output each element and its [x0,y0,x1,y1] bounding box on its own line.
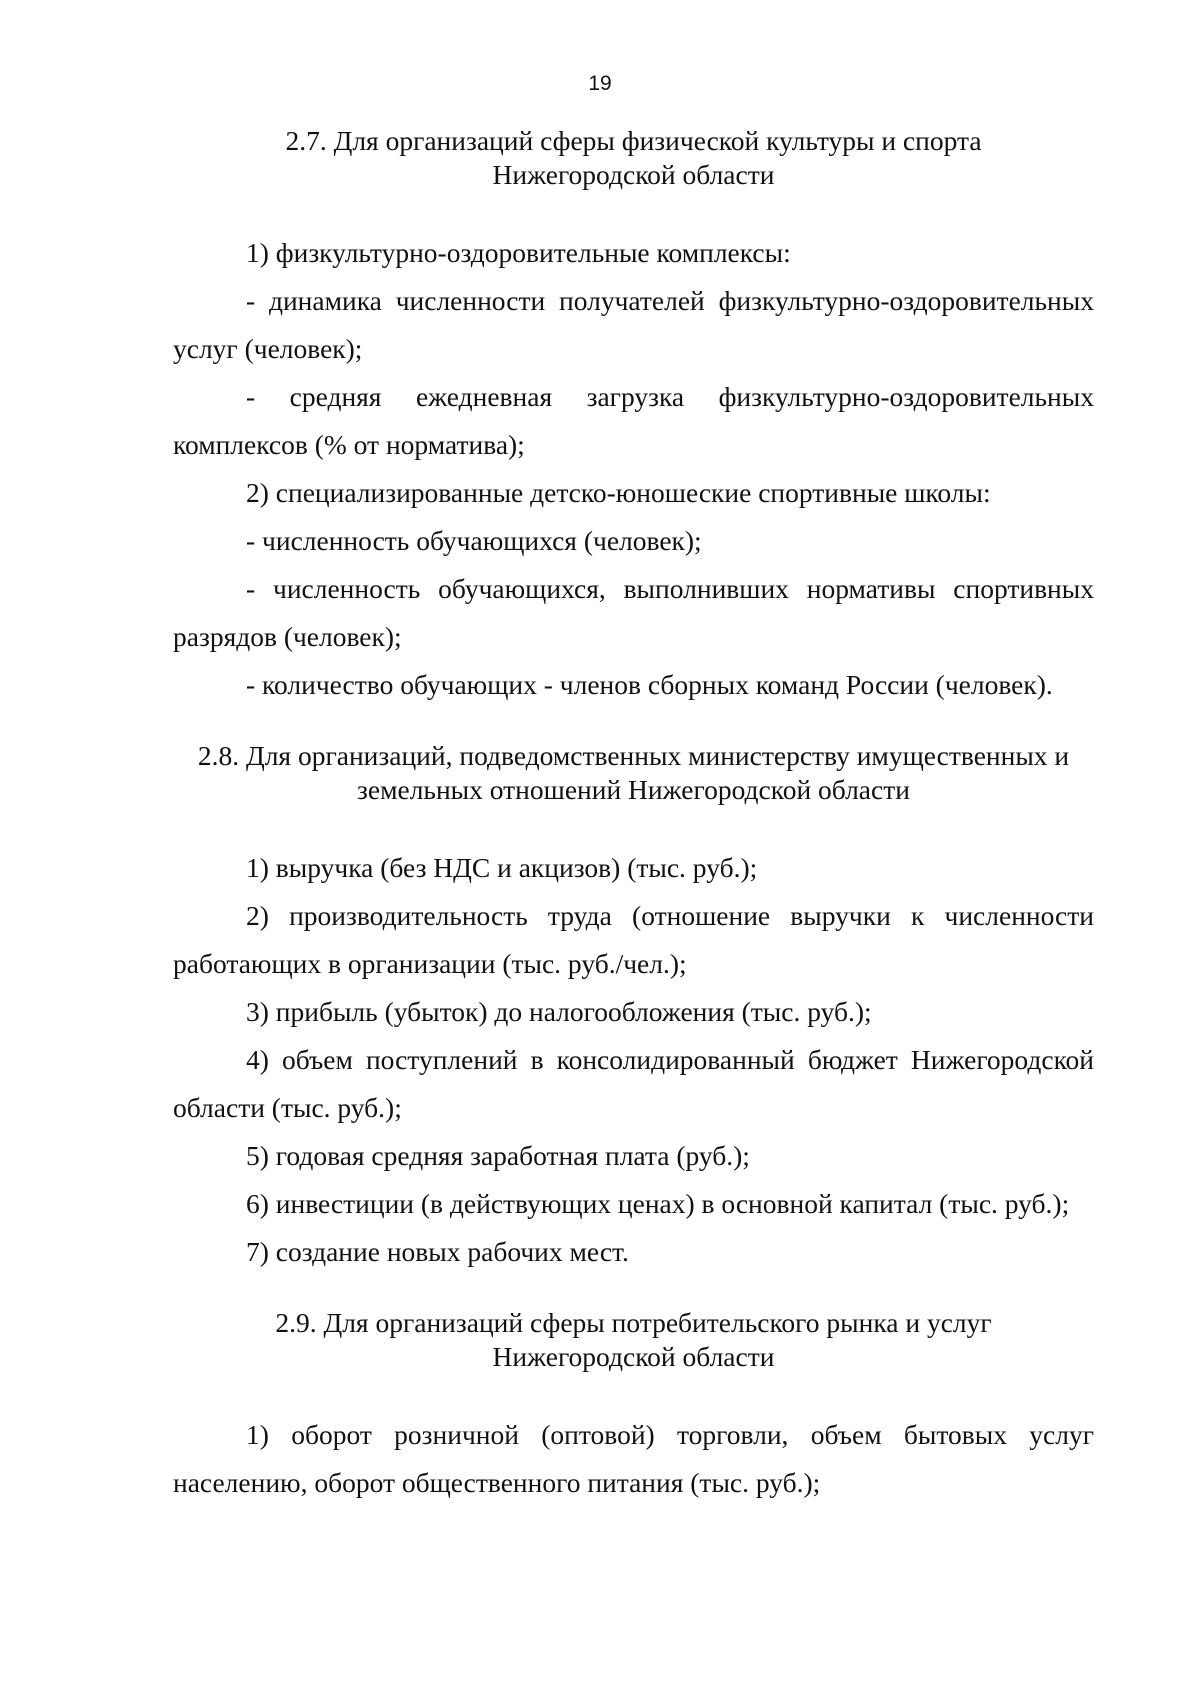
list-item: 5) годовая средняя заработная плата (руб.); [246,1140,750,1171]
list-item: 2) производительность труда (отношение выручки к численности работающих в организации (тыс. руб./чел.); [173,900,1094,979]
heading-line: 2.9. Для организаций сферы потребительского рынка и услуг [275,1307,992,1338]
heading-line: Нижегородской области [492,1341,775,1372]
heading-line: 2.7. Для организаций сферы физической культуры и спорта [285,125,982,156]
list-item: 1) оборот розничной (оптовой) торговли, объем бытовых услуг населению, оборот общественного питания (тыс. руб.); [173,1419,1094,1498]
list-item: - количество обучающих - членов сборных команд России (человек). [246,669,1053,700]
list-item: 1) выручка (без НДС и акцизов) (тыс. руб.); [246,852,758,883]
section-heading [173,1306,1094,1374]
heading-line: земельных отношений Нижегородской области [357,774,910,805]
heading-line: 2.8. Для организаций, подведомственных министерству имущественных и [197,740,1070,771]
list-item: 4) объем поступлений в консолидированный бюджет Нижегородской области (тыс. руб.); [173,1044,1094,1123]
heading-line: Нижегородской области [492,159,775,190]
list-item: 3) прибыль (убыток) до налогообложения (тыс. руб.); [246,996,872,1027]
list-item: 2) специализированные детско-юношеские спортивные школы: [246,477,991,508]
list-item: 7) создание новых рабочих мест. [246,1236,629,1267]
list-item: - динамика численности получателей физкультурно-оздоровительных услуг (человек); [173,285,1094,364]
page-number: 19 [588,72,612,95]
list-item: 6) инвестиции (в действующих ценах) в основной капитал (тыс. руб.); [246,1188,1070,1219]
list-item: - численность обучающихся (человек); [246,525,702,556]
document-body [173,124,1094,1507]
list-item: - средняя ежедневная загрузка физкультурно-оздоровительных комплексов (% от норматива); [173,381,1094,460]
list-item: 1) физкультурно-оздоровительные комплексы: [246,237,791,268]
section-heading [173,124,1094,192]
list-item: - численность обучающихся, выполнивших нормативы спортивных разрядов (человек); [173,573,1094,652]
section-heading [173,739,1094,807]
